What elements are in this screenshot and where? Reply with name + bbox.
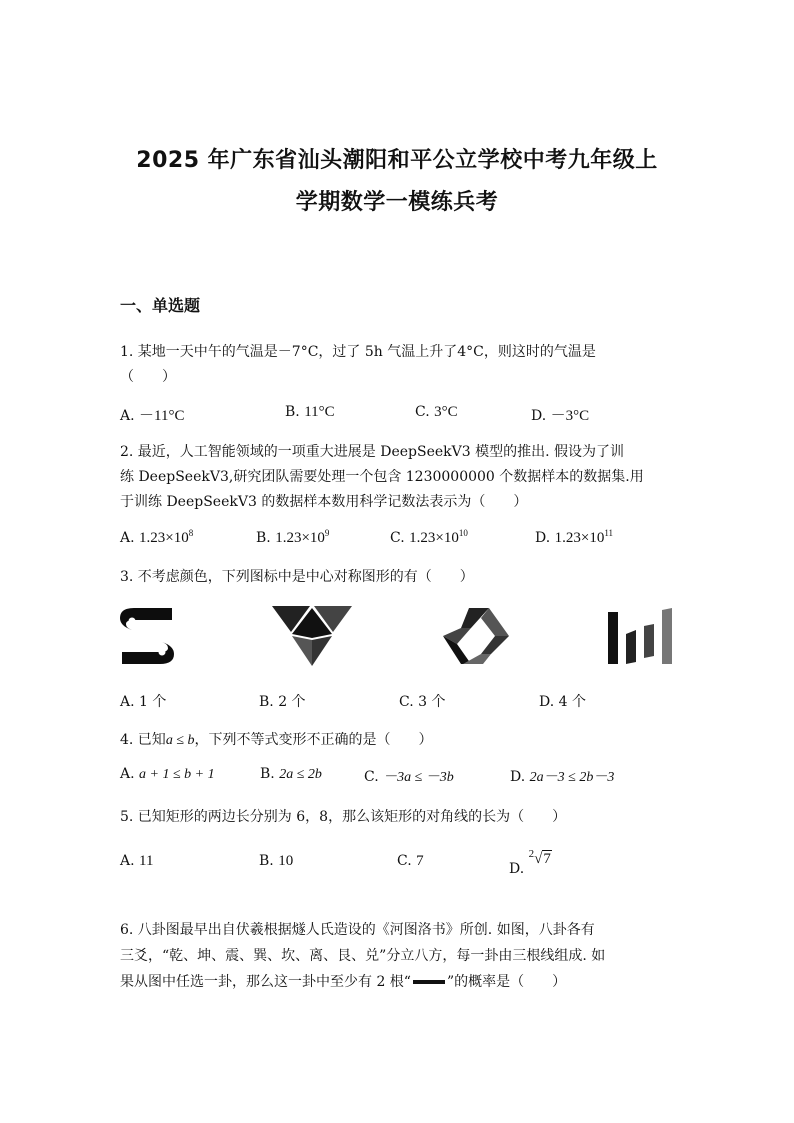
q4-option-d: D. 2a－3 ≤ 2b－3 xyxy=(510,769,615,785)
question-6-line2: 三爻，“乾、坤、震、巽、坎、离、艮、兑”分立八方，每一卦由三根线组成. 如 xyxy=(120,948,606,964)
question-6-line1: 6. 八卦图最早出自伏羲根据燧人氏造设的《河图洛书》所创. 如图，八卦各有 xyxy=(120,922,595,938)
q1-option-b: B. 11°C xyxy=(285,404,335,420)
bars-icon xyxy=(606,606,676,666)
q2-option-c: C. $1.23\times 10^{10}$ xyxy=(390,528,468,546)
question-1 xyxy=(120,340,690,390)
page-title-line2: 学期数学一模练兵考 xyxy=(295,190,499,215)
sqrt-expression: $^2$√7 xyxy=(528,848,551,867)
question-4-condition: a ≤ b xyxy=(165,733,195,748)
q3-option-c: C. 3 个 xyxy=(399,694,446,710)
q1-option-d: D. －3°C xyxy=(531,408,590,424)
q5-option-a: A. 11 xyxy=(120,853,154,869)
q4-option-b: B. 2a ≤ 2b xyxy=(260,766,322,782)
question-5-text: 5. 已知矩形的两边长分别为 6，8，那么该矩形的对角线的长为（ ） xyxy=(120,809,567,825)
q4-option-a: A. a + 1 ≤ b + 1 xyxy=(120,766,215,782)
diamond-x-icon xyxy=(270,604,354,668)
q1-option-a: A. －11°C xyxy=(120,408,185,424)
q2-option-a: A. $1.23\times 10^8$ xyxy=(120,528,194,546)
question-2-line3: 于训练 DeepSeekV3 的数据样本数用科学记数法表示为（ ） xyxy=(120,494,528,510)
section-title: 一、单选题 xyxy=(120,296,201,315)
question-2-line1: 2. 最近，人工智能领域的一项重大进展是 DeepSeekV3 模型的推出. 假设为了训 xyxy=(120,444,625,460)
question-2-line2: 练 DeepSeekV3,研究团队需要处理一个包含 1230000000 个数据样本的数据集.用 xyxy=(120,469,644,485)
solid-line-symbol xyxy=(413,980,445,984)
question-1-text: 1. 某地一天中午的气温是－7°C，过了 5h 气温上升了4°C，则这时的气温是 xyxy=(120,344,596,360)
q3-option-b: B. 2 个 xyxy=(259,694,306,710)
question-3-text: 3. 不考虑颜色，下列图标中是中心对称图形的有（ ） xyxy=(120,569,474,585)
page-title-line1: 2025 年广东省汕头潮阳和平公立学校中考九年级上 xyxy=(136,148,658,173)
q2-option-d: D. $1.23\times 10^{11}$ xyxy=(535,528,614,546)
q5-option-b: B. 10 xyxy=(259,853,294,869)
q2-option-b: B. $1.23\times 10^9$ xyxy=(256,528,330,546)
s-logo-icon xyxy=(118,606,176,666)
question-1-blank: （ ） xyxy=(120,369,176,385)
q3-option-a: A. 1 个 xyxy=(120,694,167,710)
q4-option-c: C. －3a ≤ －3b xyxy=(364,769,454,785)
q1-option-c: C. 3°C xyxy=(415,404,458,420)
question-6 xyxy=(120,917,690,995)
q5-option-d: D. $^2$√7 xyxy=(509,848,551,877)
question-2 xyxy=(120,440,690,515)
q3-option-d: D. 4 个 xyxy=(539,694,586,710)
arrow-chevron-icon xyxy=(441,606,511,666)
question-4 xyxy=(120,728,690,753)
q5-option-c: C. 7 xyxy=(397,853,424,869)
question-4-suffix: ，下列不等式变形不正确的是（ ） xyxy=(194,732,433,748)
question-4-prefix: 4. 已知 xyxy=(120,732,166,748)
question-6-line3: 果从图中任选一卦，那么这一卦中至少有 2 根“ ”的概率是（ ） xyxy=(120,974,567,990)
